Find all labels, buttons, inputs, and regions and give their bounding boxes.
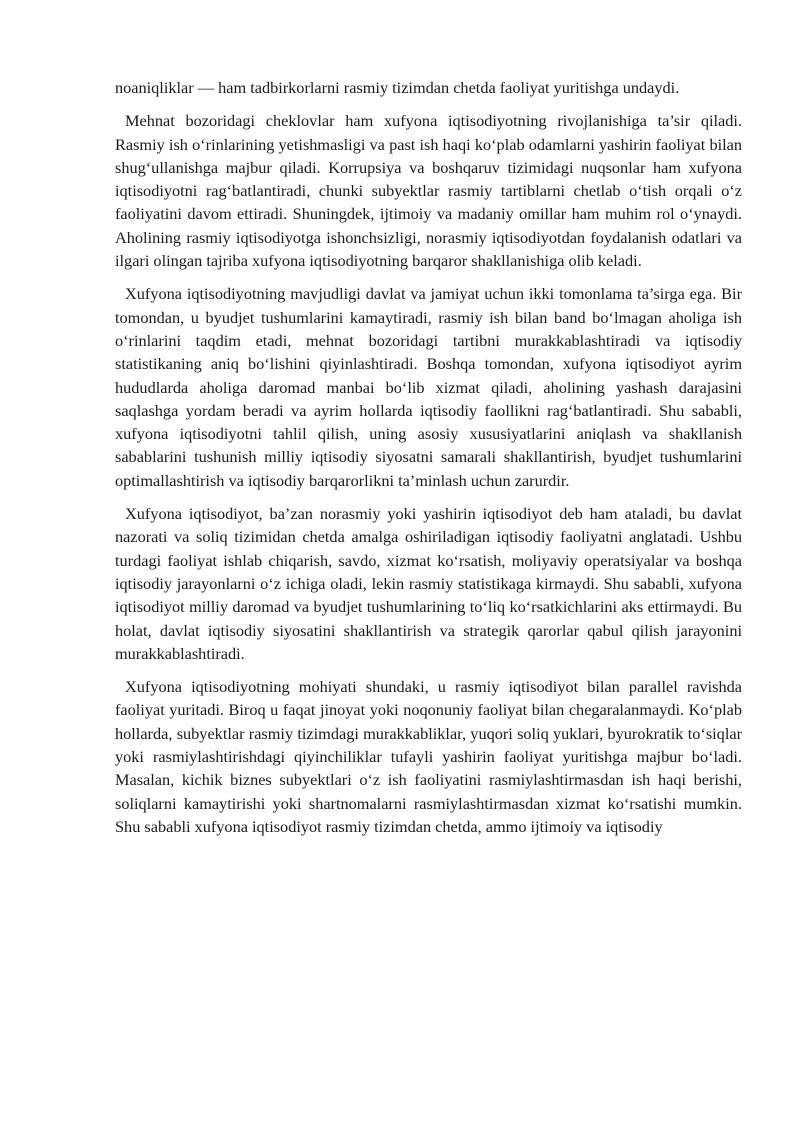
paragraph-definition: Xufyona iqtisodiyot, ba’zan norasmiy yoki yashirin iqtisodiyot deb ham ataladi, bu davlat nazorati va soliq tizimidan chetda amalga oshiriladigan iqtisodiy faoliyatni anglatadi. Ushbu turdagi faoliyat ishlab chiqarish, savdo, xizmat koʻrsatish, moliyaviy operatsiyalar va boshqa iqtisodiy jarayonlarni oʻz ichiga oladi, lekin rasmiy statistikaga kirmaydi. Shu sababli, xufyona iqtisodiyot milliy daromad va byudjet tushumlarining toʻliq koʻrsatkichlarini aks ettirmaydi. Bu holat, davlat iqtisodiy siyosatini shakllantirish va strategik qarorlar qabul qilish jarayonini murakkablashtiradi. <box>115 504 742 663</box>
paragraph-dual-impact: Xufyona iqtisodiyotning mavjudligi davlat va jamiyat uchun ikki tomonlama ta’sirga ega. Bir tomondan, u byudjet tushumlarini kamaytiradi, rasmiy ish bilan band boʻlmagan aholiga ish oʻrinlarini taqdim etadi, mehnat bozoridagi tartibni murakkablashtiradi va iqtisodiy statistikaning aniq boʻlishini qiyinlashtiradi. Boshqa tomondan, xufyona iqtisodiyot ayrim hududlarda aholiga daromad manbai boʻlib xizmat qiladi, aholining yashash darajasini saqlashga yordam beradi va ayrim hollarda iqtisodiy faollikni ragʻbatlantiradi. Shu sababli, xufyona iqtisodiyotni tahlil qilish, uning asosiy xususiyatlarini aniqlash va shakllanish sabablarini tushunish milliy iqtisodiy siyosatni samarali shakllantirish, byudjet tushumlarini optimallashtirish va iqtisodiy barqarorlikni ta’minlash uchun zarurdir. <box>115 284 742 490</box>
document-body <box>115 76 742 848</box>
paragraph-labor-market: Mehnat bozoridagi cheklovlar ham xufyona iqtisodiyotning rivojlanishiga ta’sir qiladi. Rasmiy ish oʻrinlarining yetishmasligi va past ish haqi koʻplab odamlarni yashirin faoliyat bilan shugʻullanishga majbur qiladi. Korrupsiya va boshqaruv tizimidagi nuqsonlar ham xufyona iqtisodiyotni ragʻbatlantiradi, chunki subyektlar rasmiy tartiblarni chetlab oʻtish orqali oʻz faoliyatini davom ettiradi. Shuningdek, ijtimoiy va madaniy omillar ham muhim rol oʻynaydi. Aholining rasmiy iqtisodiyotga ishonchsizligi, norasmiy iqtisodiyotdan foydalanish odatlari va ilgari olingan tajriba xufyona iqtisodiyotning barqaror shakllanishiga olib keladi. <box>115 111 742 271</box>
paragraph-essence: Xufyona iqtisodiyotning mohiyati shundaki, u rasmiy iqtisodiyot bilan parallel ravishda faoliyat yuritadi. Biroq u faqat jinoyat yoki noqonuniy faoliyat bilan chegaralanmaydi. Koʻplab hollarda, subyektlar rasmiy tizimdagi murakkabliklar, yuqori soliq yuklari, byurokratik toʻsiqlar yoki rasmiylashtirishdagi qiyinchiliklar tufayli yashirin faoliyat yuritishga majbur boʻladi. Masalan, kichik biznes subyektlari oʻz ish faoliyatini rasmiylashtirmasdan ish haqi berishi, soliqlarni kamaytirishi yoki shartnomalarni rasmiylashtirmasdan xizmat koʻrsatishi mumkin. Shu sababli xufyona iqtisodiyot rasmiy tizimdan chetda, ammo ijtimoiy va iqtisodiy <box>115 677 742 836</box>
paragraph-continuation: noaniqliklar — ham tadbirkorlarni rasmiy tizimdan chetda faoliyat yuritishga undaydi. <box>115 78 680 97</box>
